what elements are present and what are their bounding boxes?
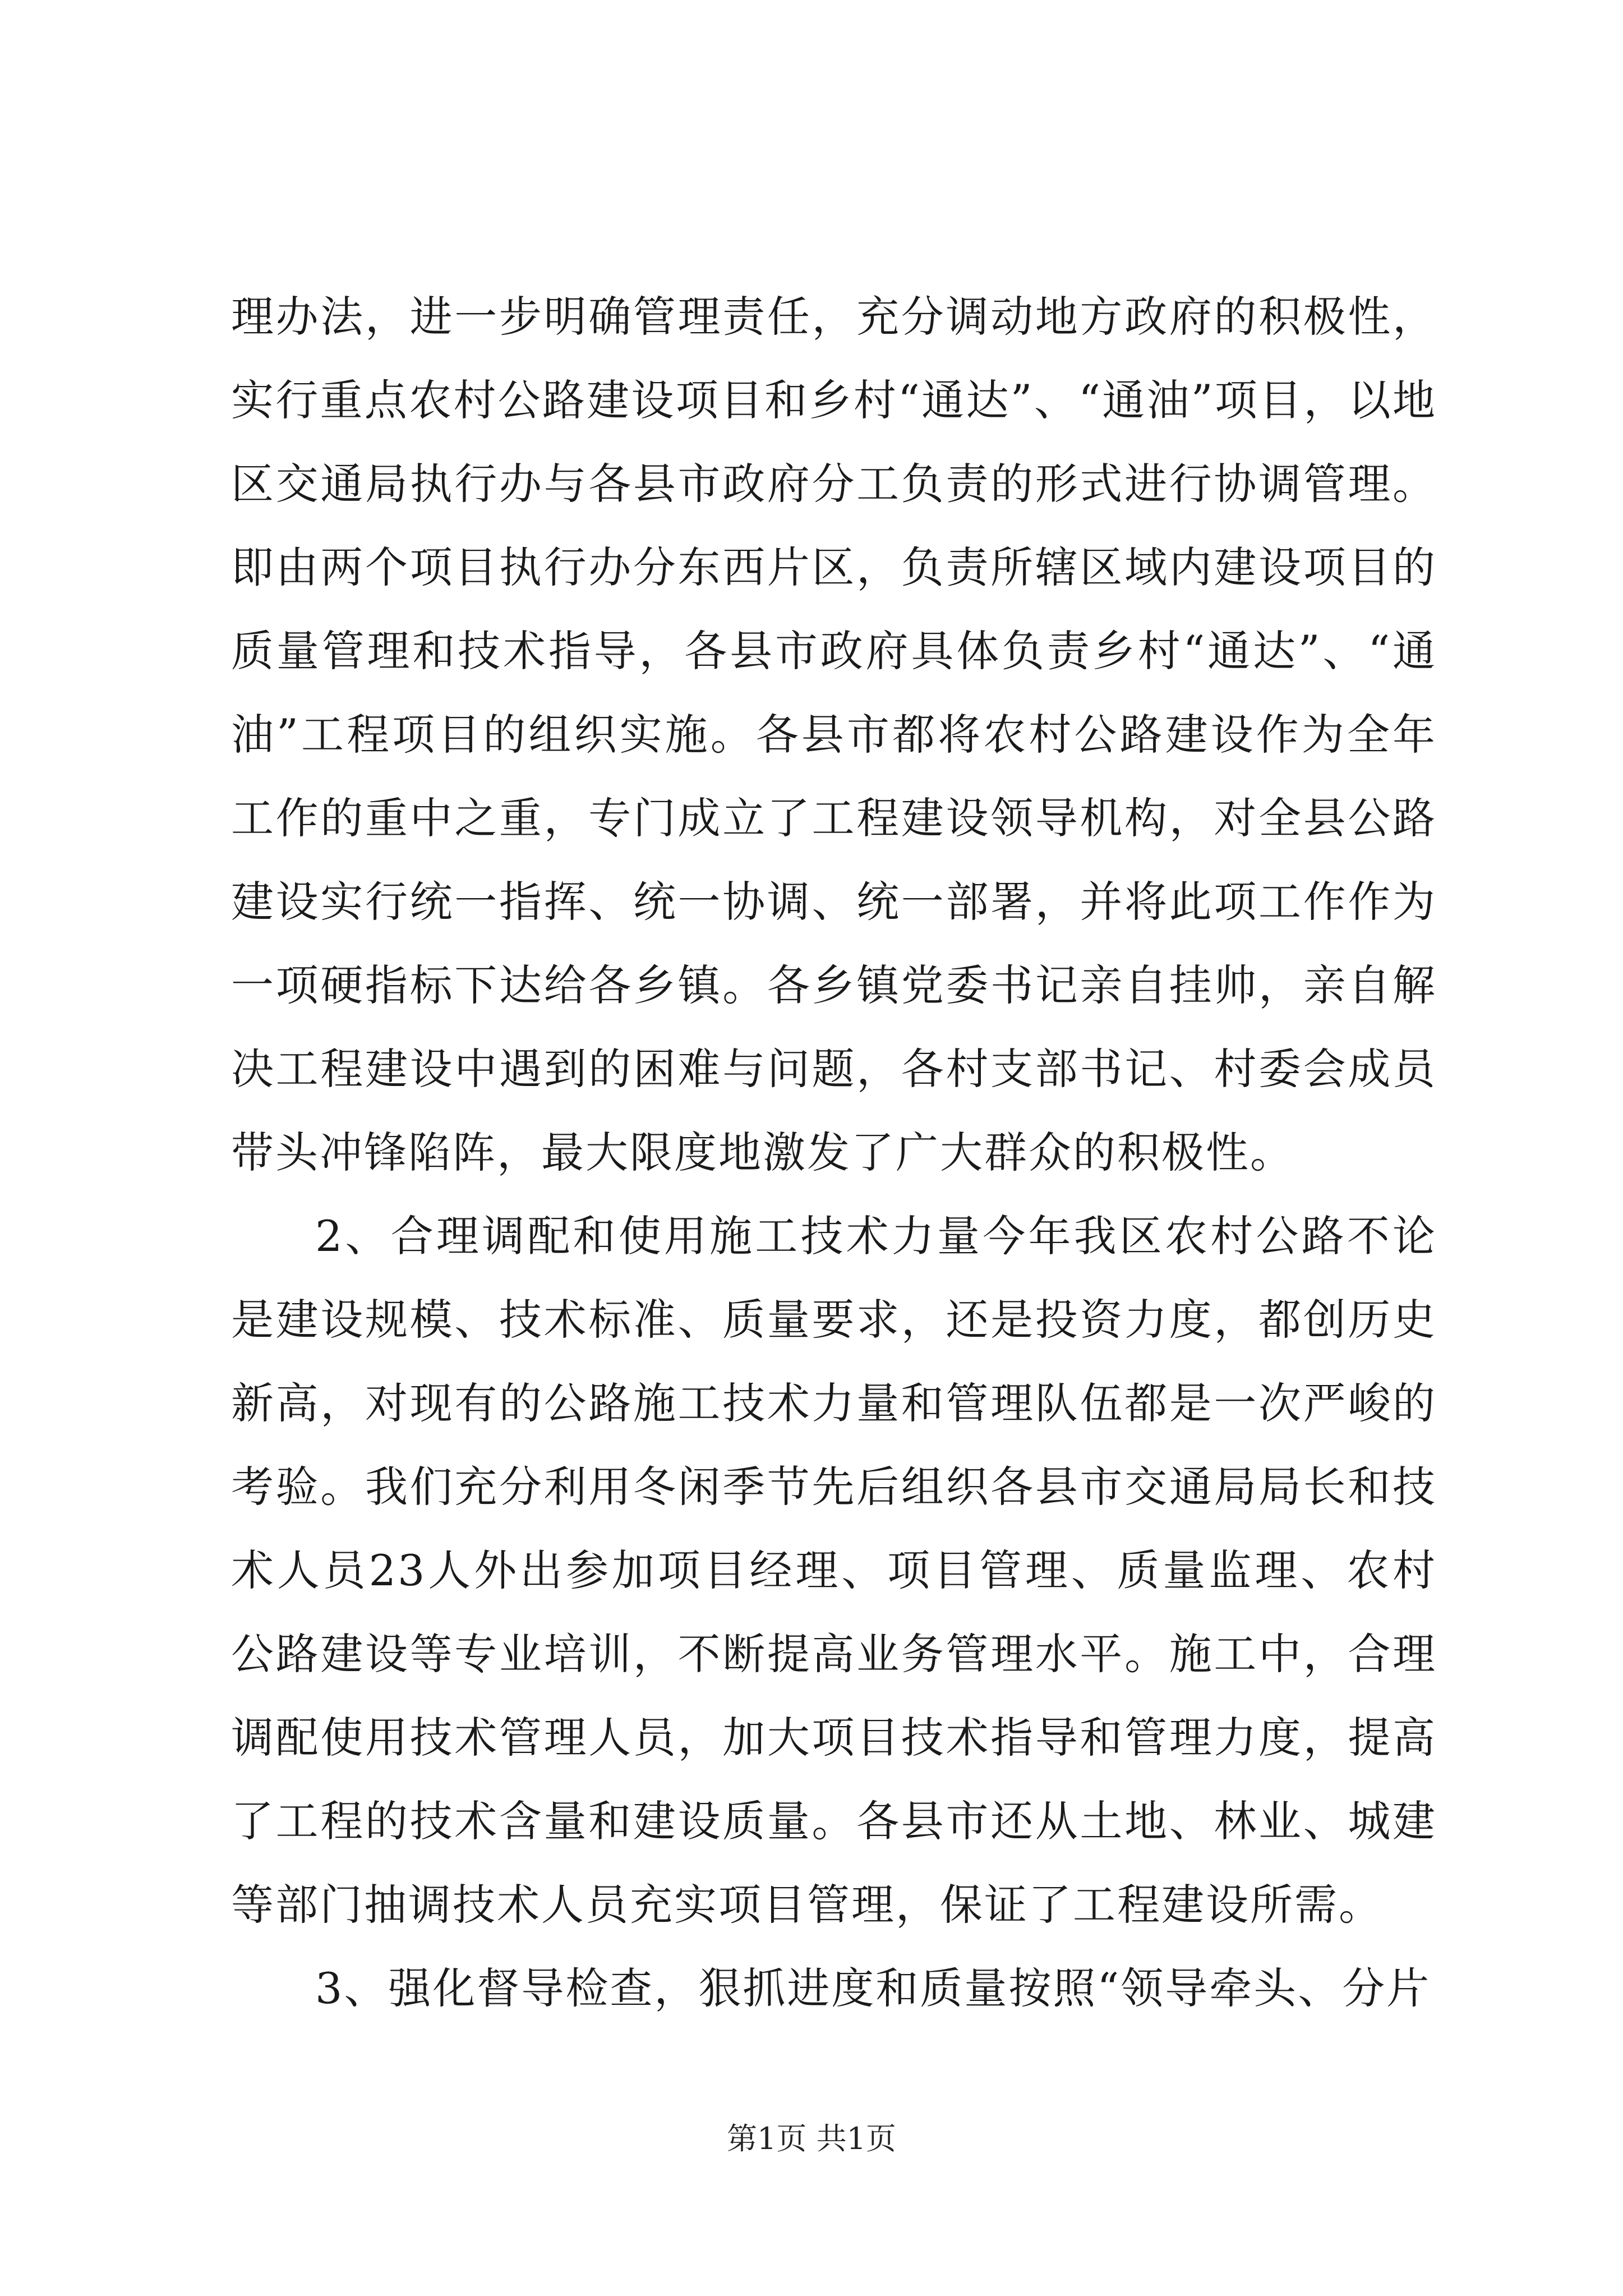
document-body [231, 275, 1437, 2030]
paragraph-continuation: 理办法，进一步明确管理责任，充分调动地方政府的积极性，实行重点农村公路建设项目和乡村“通达”、“通油”项目，以地区交通局执行办与各县市政府分工负责的形式进行协调管理。即由两个项目执行办分东西片区，负责所辖区域内建设项目的质量管理和技术指导，各县市政府具体负责乡村“通达”、“通油”工程项目的组织实施。各县市都将农村公路建设作为全年工作的重中之重，专门成立了工程建设领导机构，对全县公路建设实行统一指挥、统一协调、统一部署，并将此项工作作为一项硬指标下达给各乡镇。各乡镇党委书记亲自挂帅，亲自解决工程建设中遇到的困难与问题，各村支部书记、村委会成员带头冲锋陷阵，最大限度地激发了广大群众的积极性。 [231, 292, 1437, 1177]
paragraph-item-3: 3、强化督导检查，狠抓进度和质量按照“领导牵头、分片 [315, 1963, 1431, 2013]
paragraph-item-2: 2、合理调配和使用施工技术力量今年我区农村公路不论是建设规模、技术标准、质量要求，还是投资力度，都创历史新高，对现有的公路施工技术力量和管理队伍都是一次严峻的考验。我们充分利用冬闲季节先后组织各县市交通局局长和技术人员23人外出参加项目经理、项目管理、质量监理、农村公路建设等专业培训，不断提高业务管理水平。施工中，合理调配使用技术管理人员，加大项目技术指导和管理力度，提高了工程的技术含量和建设质量。各县市还从土地、林业、城建等部门抽调技术人员充实项目管理，保证了工程建设所需。 [231, 1211, 1437, 1930]
page-footer: 第1页 共1页 [727, 2121, 896, 2156]
